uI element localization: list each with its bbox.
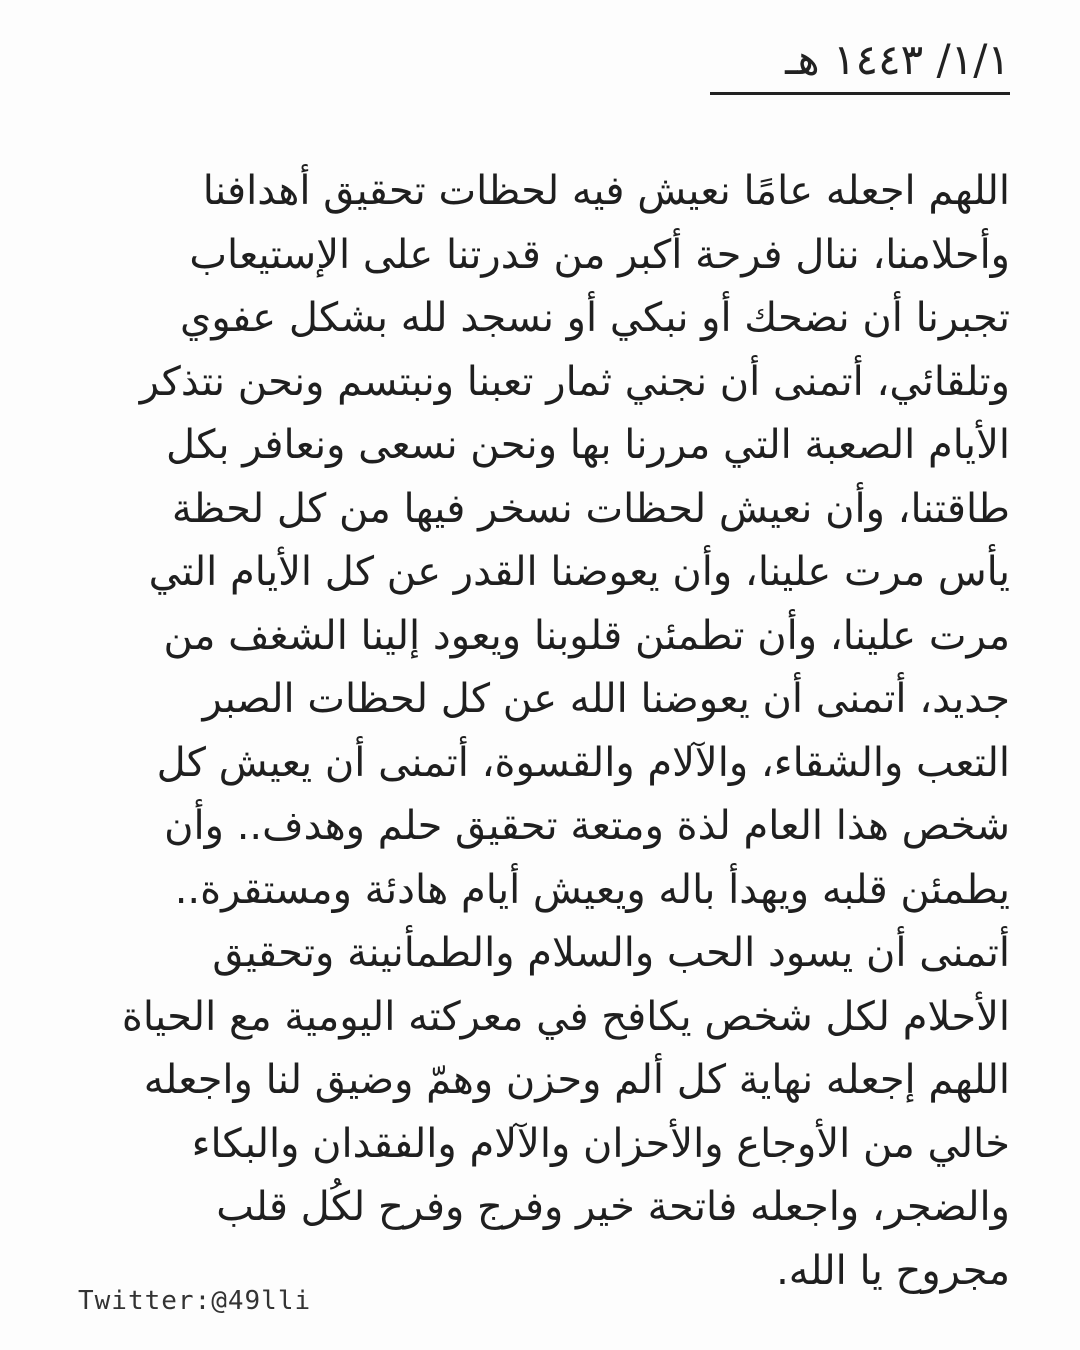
hijri-date: ١/١/ ١٤٤٣ هـ bbox=[785, 35, 1010, 84]
text-line: وأحلامنا، ننال فرحة أكبر من قدرتنا على الإستيعاب bbox=[189, 231, 1010, 278]
text-line: اللهم إجعله نهاية كل ألم وحزن وهمّ وضيق لنا واجعله bbox=[143, 1057, 1010, 1103]
text-line: مرت علينا، وأن تطمئن قلوبنا ويعود إلينا الشغف من bbox=[163, 612, 1010, 659]
text-line: اللهم اجعله عامًا نعيش فيه لحظات تحقيق أهدافنا bbox=[202, 168, 1010, 214]
prayer-text bbox=[70, 160, 1010, 1303]
text-line: أتمنى أن يسود الحب والسلام والطمأنينة وتحقيق bbox=[212, 930, 1010, 976]
twitter-watermark: Twitter:@49lli bbox=[78, 1286, 312, 1316]
text-line: خالي من الأوجاع والأحزان والآلام والفقدان والبكاء bbox=[191, 1120, 1010, 1167]
text-line: طاقتنا، وأن نعيش لحظات نسخر فيها من كل لحظة bbox=[171, 485, 1010, 532]
text-line: التعب والشقاء، والآلام والقسوة، أتمنى أن يعيش كل bbox=[156, 739, 1010, 786]
text-line: شخص هذا العام لذة ومتعة تحقيق حلم وهدف.. وأن bbox=[164, 803, 1010, 849]
text-line: الأحلام لكل شخص يكافح في معركته اليومية مع الحياة bbox=[121, 993, 1010, 1040]
text-line: يطمئن قلبه ويهدأ باله ويعيش أيام هادئة ومستقرة.. bbox=[174, 866, 1010, 913]
text-line: يأس مرت علينا، وأن يعوضنا القدر عن كل الأيام التي bbox=[148, 549, 1010, 595]
text-line: مجروح يا الله. bbox=[776, 1247, 1010, 1294]
text-line: الأيام الصعبة التي مررنا بها ونحن نسعى ونعافر بكل bbox=[166, 422, 1010, 468]
text-line: جديد، أتمنى أن يعوضنا الله عن كل لحظات الصبر bbox=[202, 676, 1010, 722]
text-line: وتلقائي، أتمنى أن نجني ثمار تعبنا ونبتسم ونحن نتذكر bbox=[139, 358, 1010, 405]
text-line: والضجر، واجعله فاتحة خير وفرج وفرح لكُل قلب bbox=[216, 1184, 1010, 1230]
date-underline bbox=[710, 92, 1010, 95]
text-line: تجبرنا أن نضحك أو نبكي أو نسجد لله بشكل عفوي bbox=[180, 295, 1010, 341]
